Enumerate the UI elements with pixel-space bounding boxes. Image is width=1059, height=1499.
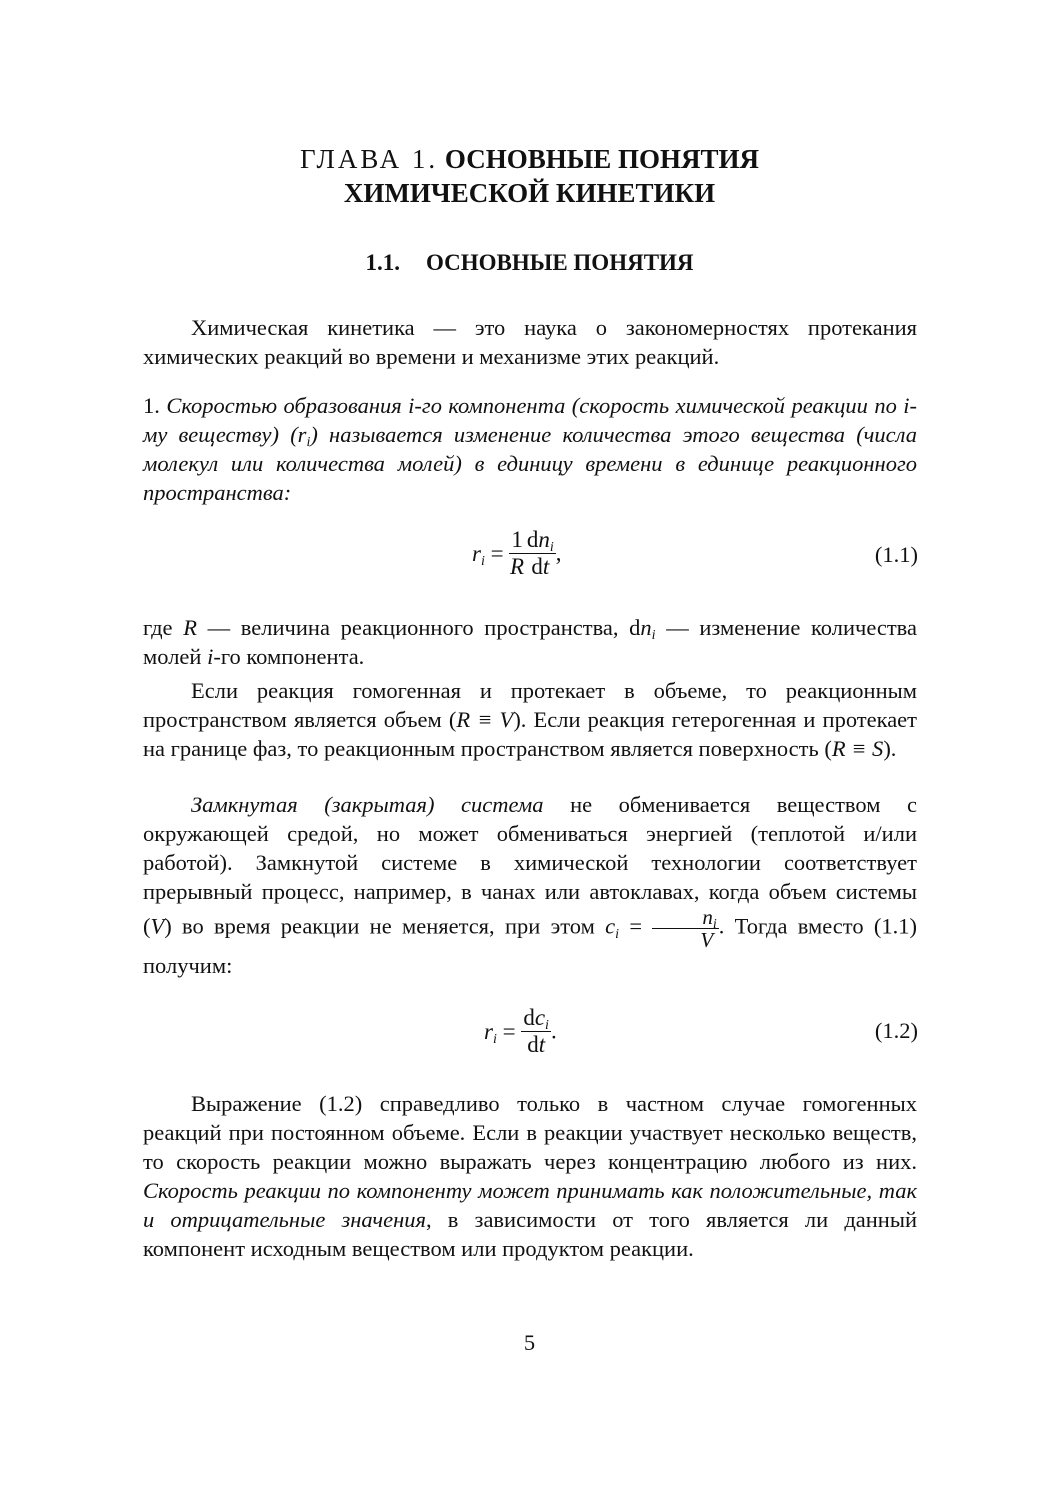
closed-c-var: c — [605, 913, 616, 939]
formula2-eq: = — [502, 1018, 516, 1044]
homog-b: ). Если реакция гетерогенная и протекает на границе фаз, то реакционным пространством является поверхность ( — [143, 707, 917, 761]
closed-c-sub: i — [615, 926, 620, 942]
closed-system-paragraph — [143, 790, 917, 980]
formula2-num-var: c — [534, 1005, 546, 1030]
formula2-frac — [521, 1005, 551, 1058]
formula1-frac1-den: R — [510, 554, 525, 579]
where-a: где — [143, 615, 184, 640]
formula1-lhs-sub: i — [480, 553, 485, 569]
formula1-frac1 — [509, 527, 525, 580]
section-title: ОСНОВНЫЕ ПОНЯТИЯ — [425, 250, 694, 275]
closed-eq: = — [619, 913, 653, 939]
closed-b: ) во время реакции не меняется, при этом — [164, 913, 606, 939]
closed-term: Замкнутая (закрытая) система — [191, 792, 544, 817]
where-R: R — [183, 615, 197, 640]
where-e: -го компонента. — [213, 644, 365, 669]
formula-2 — [484, 1005, 557, 1058]
closed-fraction — [652, 906, 718, 951]
where-d: d — [629, 615, 641, 640]
formula2-trail: . — [550, 1018, 557, 1044]
formula2-num-sub: i — [545, 1018, 549, 1033]
where-sub: i — [651, 628, 656, 643]
formula1-frac2-num-sub: i — [549, 540, 554, 555]
formula2-den-var: t — [538, 1032, 546, 1057]
closed-V: V — [150, 913, 165, 939]
homog-rs: R ≡ S — [831, 736, 884, 761]
formula2-lhs: r — [484, 1018, 493, 1044]
formula-1 — [472, 527, 561, 580]
formula2-den-d: d — [527, 1032, 539, 1057]
definition-text-b: ) называется изменение количества этого вещества (числа молекул или количества молей) в единицу времени в единице реакционного пространства: — [143, 422, 917, 505]
where-i: i — [207, 644, 214, 669]
page-number: 5 — [523, 1330, 536, 1355]
formula1-frac2-num-d: d — [526, 527, 539, 552]
formula1-eq: = — [490, 540, 504, 566]
formula2-number: (1.2) — [874, 1018, 918, 1043]
homogeneous-paragraph — [143, 676, 917, 763]
formula1-frac2 — [525, 527, 556, 580]
intro-paragraph: Химическая кинетика — это наука о закономерностях протекания химических реакций во времени и механизме этих реакций. — [143, 315, 917, 369]
closed-frac-den: V — [700, 928, 714, 952]
where-paragraph — [143, 613, 917, 671]
definition-text-a: Скоростью образования i-го компонента (скорость химической реакции по i-му веществу) (r — [143, 393, 918, 447]
definition-sub: i — [306, 435, 311, 450]
definition-number: 1. — [143, 393, 160, 418]
closed-c: . Тогда вместо (1.1) получим: — [143, 913, 917, 978]
final-a: Выражение (1.2) справедливо только в частном случае гомогенных реакций при постоянном объеме. Если в реакции участвует несколько веществ, то скорость реакции можно выражать через концентрацию любого из них. — [143, 1091, 917, 1174]
formula1-lhs: r — [472, 540, 481, 566]
final-paragraph — [143, 1089, 917, 1263]
closed-frac-num-sub: i — [712, 917, 717, 932]
final-b: , в зависимости от того является ли данный компонент исходным веществом или продуктом реакции. — [143, 1207, 918, 1261]
chapter-heading — [0, 142, 1059, 210]
formula1-trail: , — [555, 540, 562, 566]
where-c: — изменение количества молей — [143, 615, 917, 669]
where-b: — величина реакционного пространства, — [196, 615, 630, 640]
chapter-title-part1: ОСНОВНЫЕ ПОНЯТИЯ — [444, 144, 760, 174]
formula1-number: (1.1) — [874, 542, 918, 567]
definition-paragraph — [143, 391, 917, 507]
homog-c: ). — [883, 736, 897, 761]
formula2-num-d: d — [523, 1005, 535, 1030]
where-n: n — [640, 615, 652, 640]
chapter-title-line1 — [0, 142, 1059, 176]
section-number: 1.1. — [365, 250, 400, 275]
homog-a: Если реакция гомогенная и протекает в объеме, то реакционным пространством является объем ( — [143, 678, 917, 732]
formula1-frac2-num-var: n — [538, 527, 550, 552]
final-italic: Скорость реакции по компоненту может принимать как положительные, так и отрицательные значения — [143, 1178, 917, 1232]
formula1-frac2-den-var: t — [542, 554, 550, 579]
chapter-title-part2: ХИМИЧЕСКОЙ КИНЕТИКИ — [343, 178, 716, 208]
homog-rv: R ≡ V — [456, 707, 514, 732]
formula1-frac2-den-d: d — [531, 554, 543, 579]
chapter-label: ГЛАВА 1. — [299, 144, 439, 174]
section-heading — [0, 250, 1059, 276]
formula1-frac1-num: 1 — [511, 527, 523, 552]
closed-a: не обменивается веществом с окружающей средой, но может обмениваться энергией (теплотой и/или работой). Замкнутой системе в химической технологии соответствует прерывный процесс, например, в чанах или автоклавах, когда объем системы ( — [143, 792, 917, 939]
closed-frac-num: n — [702, 905, 713, 929]
formula2-lhs-sub: i — [492, 1031, 497, 1047]
chapter-title-line2 — [0, 176, 1059, 210]
